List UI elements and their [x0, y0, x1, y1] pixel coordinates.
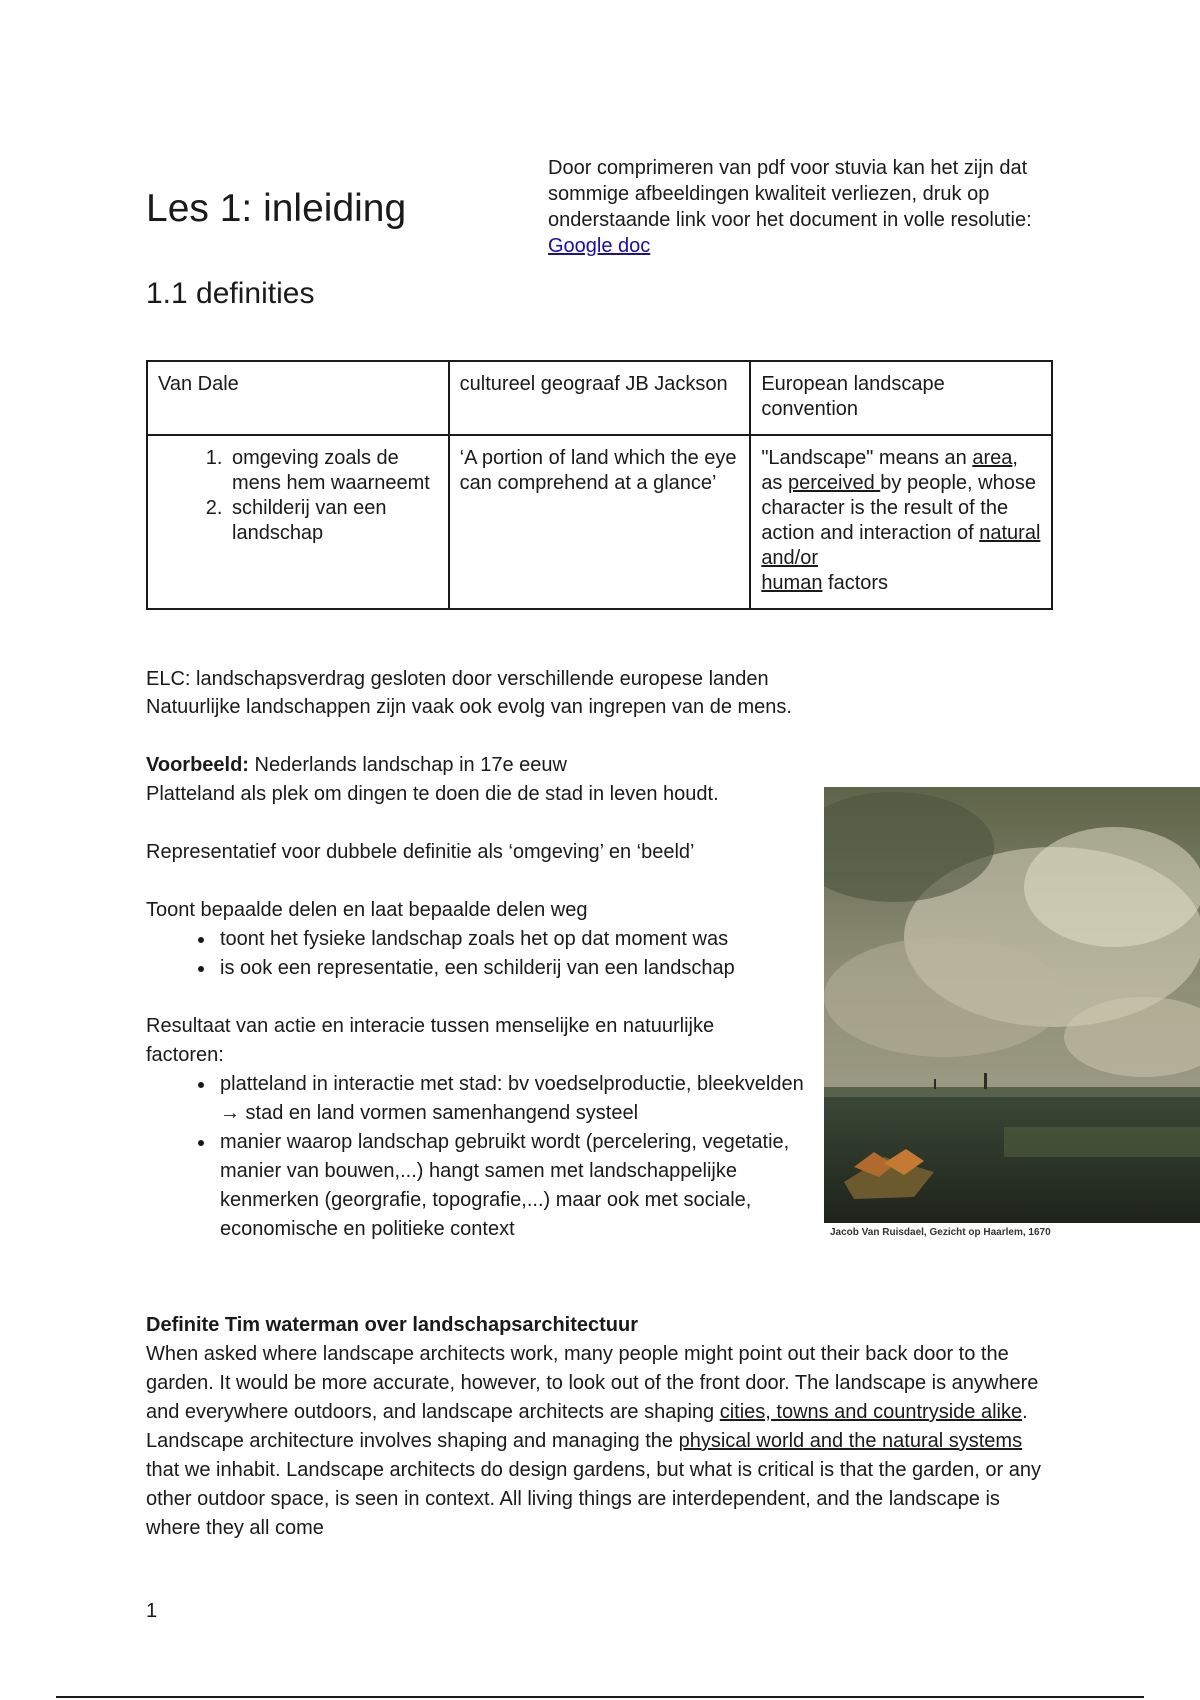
list-item: • manier waarop landschap gebruikt wordt (percelering, vegetatie, manier van bouwen,...) hangt samen met landschappelijke kenmerken (georgrafie, topografie,...) maar ook met sociale, economische en politieke context	[216, 1128, 816, 1244]
header-elc: European landscape convention	[750, 361, 1052, 435]
elc-underline: natural and/or	[761, 522, 1041, 569]
elc-text: , as	[761, 447, 1018, 494]
example-line: Platteland als plek om dingen te doen die de stad in leven houdt.	[146, 783, 719, 805]
elc-line: ELC: landschapsverdrag gesloten door verschillende europese landen	[146, 668, 769, 690]
header-van-dale: Van Dale	[147, 361, 449, 435]
tim-block	[146, 1311, 1046, 1543]
painting-caption: Jacob Van Ruisdael, Gezicht op Haarlem, 1670	[830, 1227, 1051, 1238]
example-heading	[146, 751, 796, 780]
list-item: • toont het fysieke landschap zoals het op dat moment was	[216, 925, 796, 954]
note-text: Door comprimeren van pdf voor stuvia kan het zijn dat sommige afbeeldingen kwaliteit verliezen, druk op onderstaande link voor het document in volle resolutie:	[548, 157, 1032, 231]
google-doc-link[interactable]: Google doc	[548, 235, 651, 257]
table-header-row	[147, 361, 1052, 435]
painting-image	[824, 787, 1200, 1223]
cell-van-dale	[147, 435, 449, 609]
resultaat-list	[146, 1070, 816, 1244]
page-divider	[56, 1696, 1144, 1698]
elc-underline: perceived	[788, 472, 881, 494]
tim-underline: physical world and the natural systems	[678, 1430, 1023, 1452]
elc-line: Natuurlijke landschappen zijn vaak ook evolg van ingrepen van de mens.	[146, 696, 792, 718]
cell-jackson: ‘A portion of land which the eye can comprehend at a glance’	[449, 435, 751, 609]
header-jackson: cultureel geograaf JB Jackson	[449, 361, 751, 435]
toont-list	[146, 925, 796, 983]
elc-text: "Landscape" means an	[761, 447, 973, 469]
list-item: • is ook een representatie, een schilderij van een landschap	[216, 954, 796, 983]
list-item: • platteland in interactie met stad: bv voedselproductie, bleekvelden → stad en land vormen samenhangend systeel	[216, 1070, 816, 1128]
elc-text: people, whose character is the result of the action and interaction of	[761, 472, 1036, 544]
example-block	[146, 751, 804, 1244]
compression-note	[548, 155, 1108, 259]
page-number: 1	[146, 1600, 158, 1622]
table-row	[147, 435, 1052, 609]
cell-elc	[750, 435, 1052, 609]
elc-paragraph	[146, 665, 792, 721]
example-line: Resultaat van actie en interacie tussen menselijke en natuurlijke factoren:	[146, 1015, 715, 1066]
tim-text: When asked where landscape architects work, many people might point out their back door to the garden. It would be more accurate, however, to look out of the front door. The landscape is anywhere and everywhere outdoors, and landscape architects are shaping	[146, 1343, 1039, 1423]
tim-underline: cities, towns and countryside alike	[719, 1401, 1023, 1423]
landscape-painting	[824, 787, 1200, 1223]
example-label: Voorbeeld:	[146, 754, 249, 776]
tim-text: that we inhabit. Landscape architects do design gardens, but what is critical is that the garden, or any other outdoor space, is seen in context. All living things are interdependent, and the landscape is where they all come	[146, 1459, 1041, 1539]
list-item: 1. omgeving zoals de mens hem waarneemt	[228, 446, 438, 496]
elc-underline: human	[761, 572, 823, 594]
tim-paragraph	[146, 1340, 1046, 1543]
van-dale-list	[158, 446, 438, 546]
tim-heading: Definite Tim waterman over landschapsarchitectuur	[146, 1314, 639, 1336]
example-line: Representatief voor dubbele definitie als ‘omgeving’ en ‘beeld’	[146, 841, 695, 863]
example-line: Toont bepaalde delen en laat bepaalde delen weg	[146, 899, 588, 921]
tim-text: . Landscape architecture involves shaping and managing the	[146, 1401, 1028, 1452]
example-text: Nederlands landschap in 17e eeuw	[248, 754, 567, 776]
page-title: Les 1: inleiding	[146, 187, 407, 230]
elc-underline: area	[972, 447, 1013, 469]
section-title: 1.1 definities	[146, 277, 315, 310]
elc-text: factors	[822, 572, 889, 594]
elc-text: by	[880, 472, 902, 494]
list-item: 2. schilderij van een landschap	[228, 496, 438, 546]
definitions-table	[146, 360, 1053, 610]
